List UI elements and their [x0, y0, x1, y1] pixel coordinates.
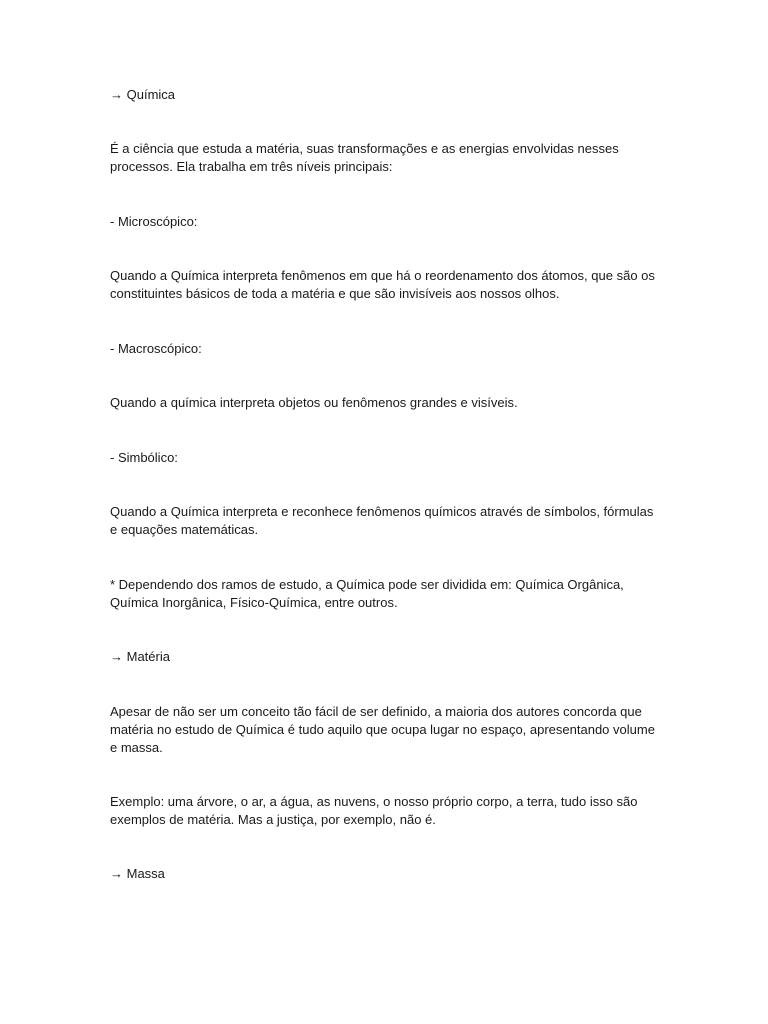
paragraph-materia: Apesar de não ser um conceito tão fácil de ser definido, a maioria dos autores concorda que matéria no estudo de Química é tudo aquilo que ocupa lugar no espaço, apresentando volume e massa.: [110, 704, 655, 755]
heading-quimica: → Química: [110, 87, 176, 102]
paragraph-simbolico: Quando a Química interpreta e reconhece fenômenos químicos através de símbolos, fórmulas e equações matemáticas.: [110, 504, 654, 537]
paragraph-exemplo: Exemplo: uma árvore, o ar, a água, as nuvens, o nosso próprio corpo, a terra, tudo isso são exemplos de matéria. Mas a justiça, por exemplo, não é.: [110, 794, 638, 827]
note-ramos: * Dependendo dos ramos de estudo, a Química pode ser dividida em: Química Orgânica, Química Inorgânica, Físico-Química, entre outros.: [110, 577, 624, 610]
paragraph-macroscopico: Quando a química interpreta objetos ou fenômenos grandes e visíveis.: [110, 395, 518, 410]
heading-massa: → Massa: [110, 866, 165, 881]
subheading-microscopico: - Microscópico:: [110, 214, 198, 229]
subheading-simbolico: - Simbólico:: [110, 450, 178, 465]
paragraph-definition: É a ciência que estuda a matéria, suas transformações e as energias envolvidas nesses processos. Ela trabalha em três níveis principais:: [110, 141, 619, 174]
heading-materia: → Matéria: [110, 649, 170, 664]
subheading-macroscopico: - Macroscópico:: [110, 341, 202, 356]
paragraph-microscopico: Quando a Química interpreta fenômenos em que há o reordenamento dos átomos, que são os constituintes básicos de toda a matéria e que são invisíveis aos nossos olhos.: [110, 268, 655, 301]
